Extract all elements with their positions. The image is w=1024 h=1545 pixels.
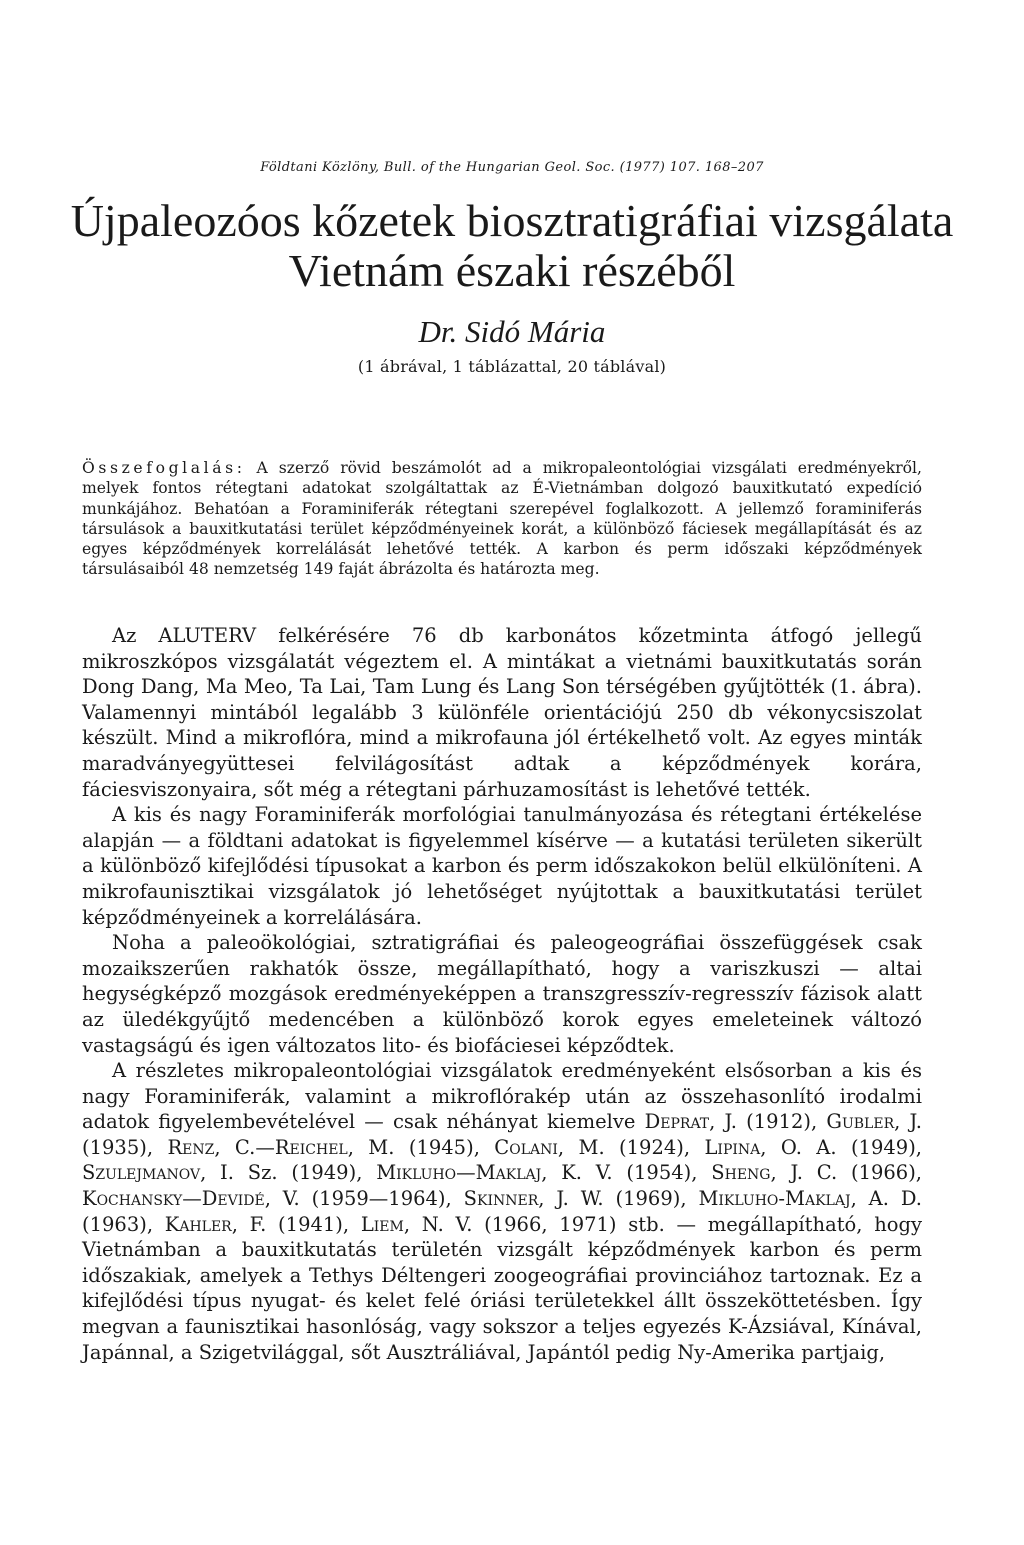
cited-author: Colani bbox=[494, 1135, 558, 1159]
text-span: , V. (1959—1964), bbox=[264, 1187, 464, 1211]
cited-author: Sheng bbox=[711, 1161, 771, 1185]
author-name: Dr. Sidó Mária bbox=[418, 314, 606, 349]
text-span: , J. C. (1966), bbox=[770, 1161, 923, 1185]
text-span: , M. (1945), bbox=[347, 1135, 495, 1159]
text-span: , K. V. (1954), bbox=[541, 1161, 712, 1185]
cited-author: Lipina bbox=[704, 1135, 761, 1159]
text-span: , J. (1912), bbox=[709, 1110, 827, 1134]
text-span: A részletes mikropaleontológiai vizsgálatok eredményeként elsősorban a kis és nagy Foraminiferák, valamint a mikroflórakép után az összehasonlító irodalmi adatok figyelembevételével — csak néhányat kiemelve bbox=[82, 1059, 922, 1134]
text-span: , F. (1941), bbox=[231, 1212, 361, 1236]
journal-citation: Földtani Közlöny, Bull. of the Hungarian Geol. Soc. (1977) 107. 168–207 bbox=[260, 160, 764, 175]
cited-author: Mikluho-Maklaj bbox=[698, 1187, 851, 1211]
figure-table-count: (1 ábrával, 1 táblázattal, 20 táblával) bbox=[357, 357, 667, 376]
cited-author: Gubler bbox=[826, 1110, 895, 1134]
body-paragraph-3: Noha a paleoökológiai, sztratigráfiai és paleogeográfiai összefüggések csak mozaikszerűen rakhatók össze, megállapítható, hogy a variszkuszi — altai hegységképző mozgások eredményeképpen a transzgresszív-regresszív fázisok alatt az üledékgyűjtő medencében a különböző korok egyes emeleteinek változó vastagságú és igen változatos lito- és biofáciesei képződtek. bbox=[82, 931, 922, 1057]
summary-label: Összefoglalás: bbox=[82, 459, 246, 477]
body-paragraph-1: Az ALUTERV felkérésére 76 db karbonátos kőzetminta átfogó jellegű mikroszkópos vizsgálatát végeztem el. A mintákat a vietnámi bauxitkutatás során Dong Dang, Ma Meo, Ta Lai, Tam Lung és Lang Son térségében gyűjtötték (1. ábra). Valamennyi mintából legalább 3 különféle orientációjú 250 db vékonycsiszolat készült. Mind a mikroflóra, mind a mikrofauna jól értékelhető volt. Az egyes minták maradványegyüttesei felvilágosítást adtak a képződmények korára, fáciesviszonyaira, sőt még a rétegtani párhuzamosítást is lehetővé tették. bbox=[82, 624, 922, 801]
text-span: , O. A. (1949), bbox=[760, 1135, 922, 1159]
summary-abstract bbox=[82, 458, 922, 580]
text-span: , I. Sz. (1949), bbox=[200, 1161, 377, 1185]
text-span: , N. V. (1966, 1971) stb. — megállapítható, hogy Vietnámban a bauxitkutatás területén vizsgált képződmények karbon és perm időszakiak, amelyek a Tethys Déltengeri zoogeográfiai provinciához tartoznak. Ez a kifejlődési típus nyugat- és kelet felé óriási területekkel állt összeköttetésben. Így megvan a faunisztikai hasonlóság, vagy sokszor a teljes egyezés K-Ázsiával, Kínával, Japánnal, a Szigetvilággal, sőt Ausztráliával, Japántól pedig Ny-Amerika partjaig, bbox=[82, 1212, 922, 1364]
article-title bbox=[0, 196, 1024, 296]
article-body bbox=[82, 623, 922, 1365]
text-span: , J. (1935), bbox=[82, 1110, 922, 1159]
cited-author: Liem bbox=[360, 1212, 404, 1236]
cited-author: Skinner bbox=[463, 1187, 539, 1211]
summary-text: A szerző rövid beszámolót ad a mikropaleontológiai vizsgálati eredményekről, melyek fontos rétegtani adatokat szolgáltattak az É-Vietnámban dolgozó bauxitkutató expedíció munkájához. Behatóan a Foraminiferák rétegtani szerepével foglalkozott. A jellemző foraminiferás társulások a bauxitkutatási terület képződményeinek korát, a különböző fáciesek megállapítását és az egyes képződmények korrelálását lehetővé tették. A karbon és perm időszaki képződmények társulásaiból 48 nemzetség 149 faját ábrázolta és határozta meg. bbox=[82, 459, 922, 579]
text-span: , M. (1924), bbox=[557, 1135, 705, 1159]
cited-author: Szulejmanov bbox=[82, 1161, 201, 1185]
title-line-2: Vietnám északi részéből bbox=[288, 245, 736, 296]
cited-author: Mikluho—Maklaj bbox=[376, 1161, 542, 1185]
cited-author: Renz bbox=[167, 1135, 215, 1159]
cited-author: Reichel bbox=[274, 1135, 348, 1159]
text-span: , A. D. (1963), bbox=[82, 1187, 922, 1236]
text-span: , C.— bbox=[214, 1135, 275, 1159]
cited-author: Deprat bbox=[644, 1110, 710, 1134]
body-paragraph-4 bbox=[82, 1058, 922, 1365]
title-line-1: Újpaleozóos kőzetek biosztratigráfiai vizsgálata bbox=[70, 195, 954, 246]
cited-author: Kochansky—Devidé bbox=[82, 1187, 265, 1211]
text-span: , J. W. (1969), bbox=[538, 1187, 699, 1211]
body-paragraph-2: A kis és nagy Foraminiferák morfológiai tanulmányozása és rétegtani értékelése alapján — a földtani adatokat is figyelemmel kísérve — a kutatási területen sikerült a különböző kifejlődési típusokat a karbon és perm időszakokon belül elkülöníteni. A mikrofaunisztikai vizsgálatok jó lehetőséget nyújtottak a bauxitkutatási terület képződményeinek a korrelálására. bbox=[82, 803, 922, 929]
cited-author: Kahler bbox=[164, 1212, 232, 1236]
